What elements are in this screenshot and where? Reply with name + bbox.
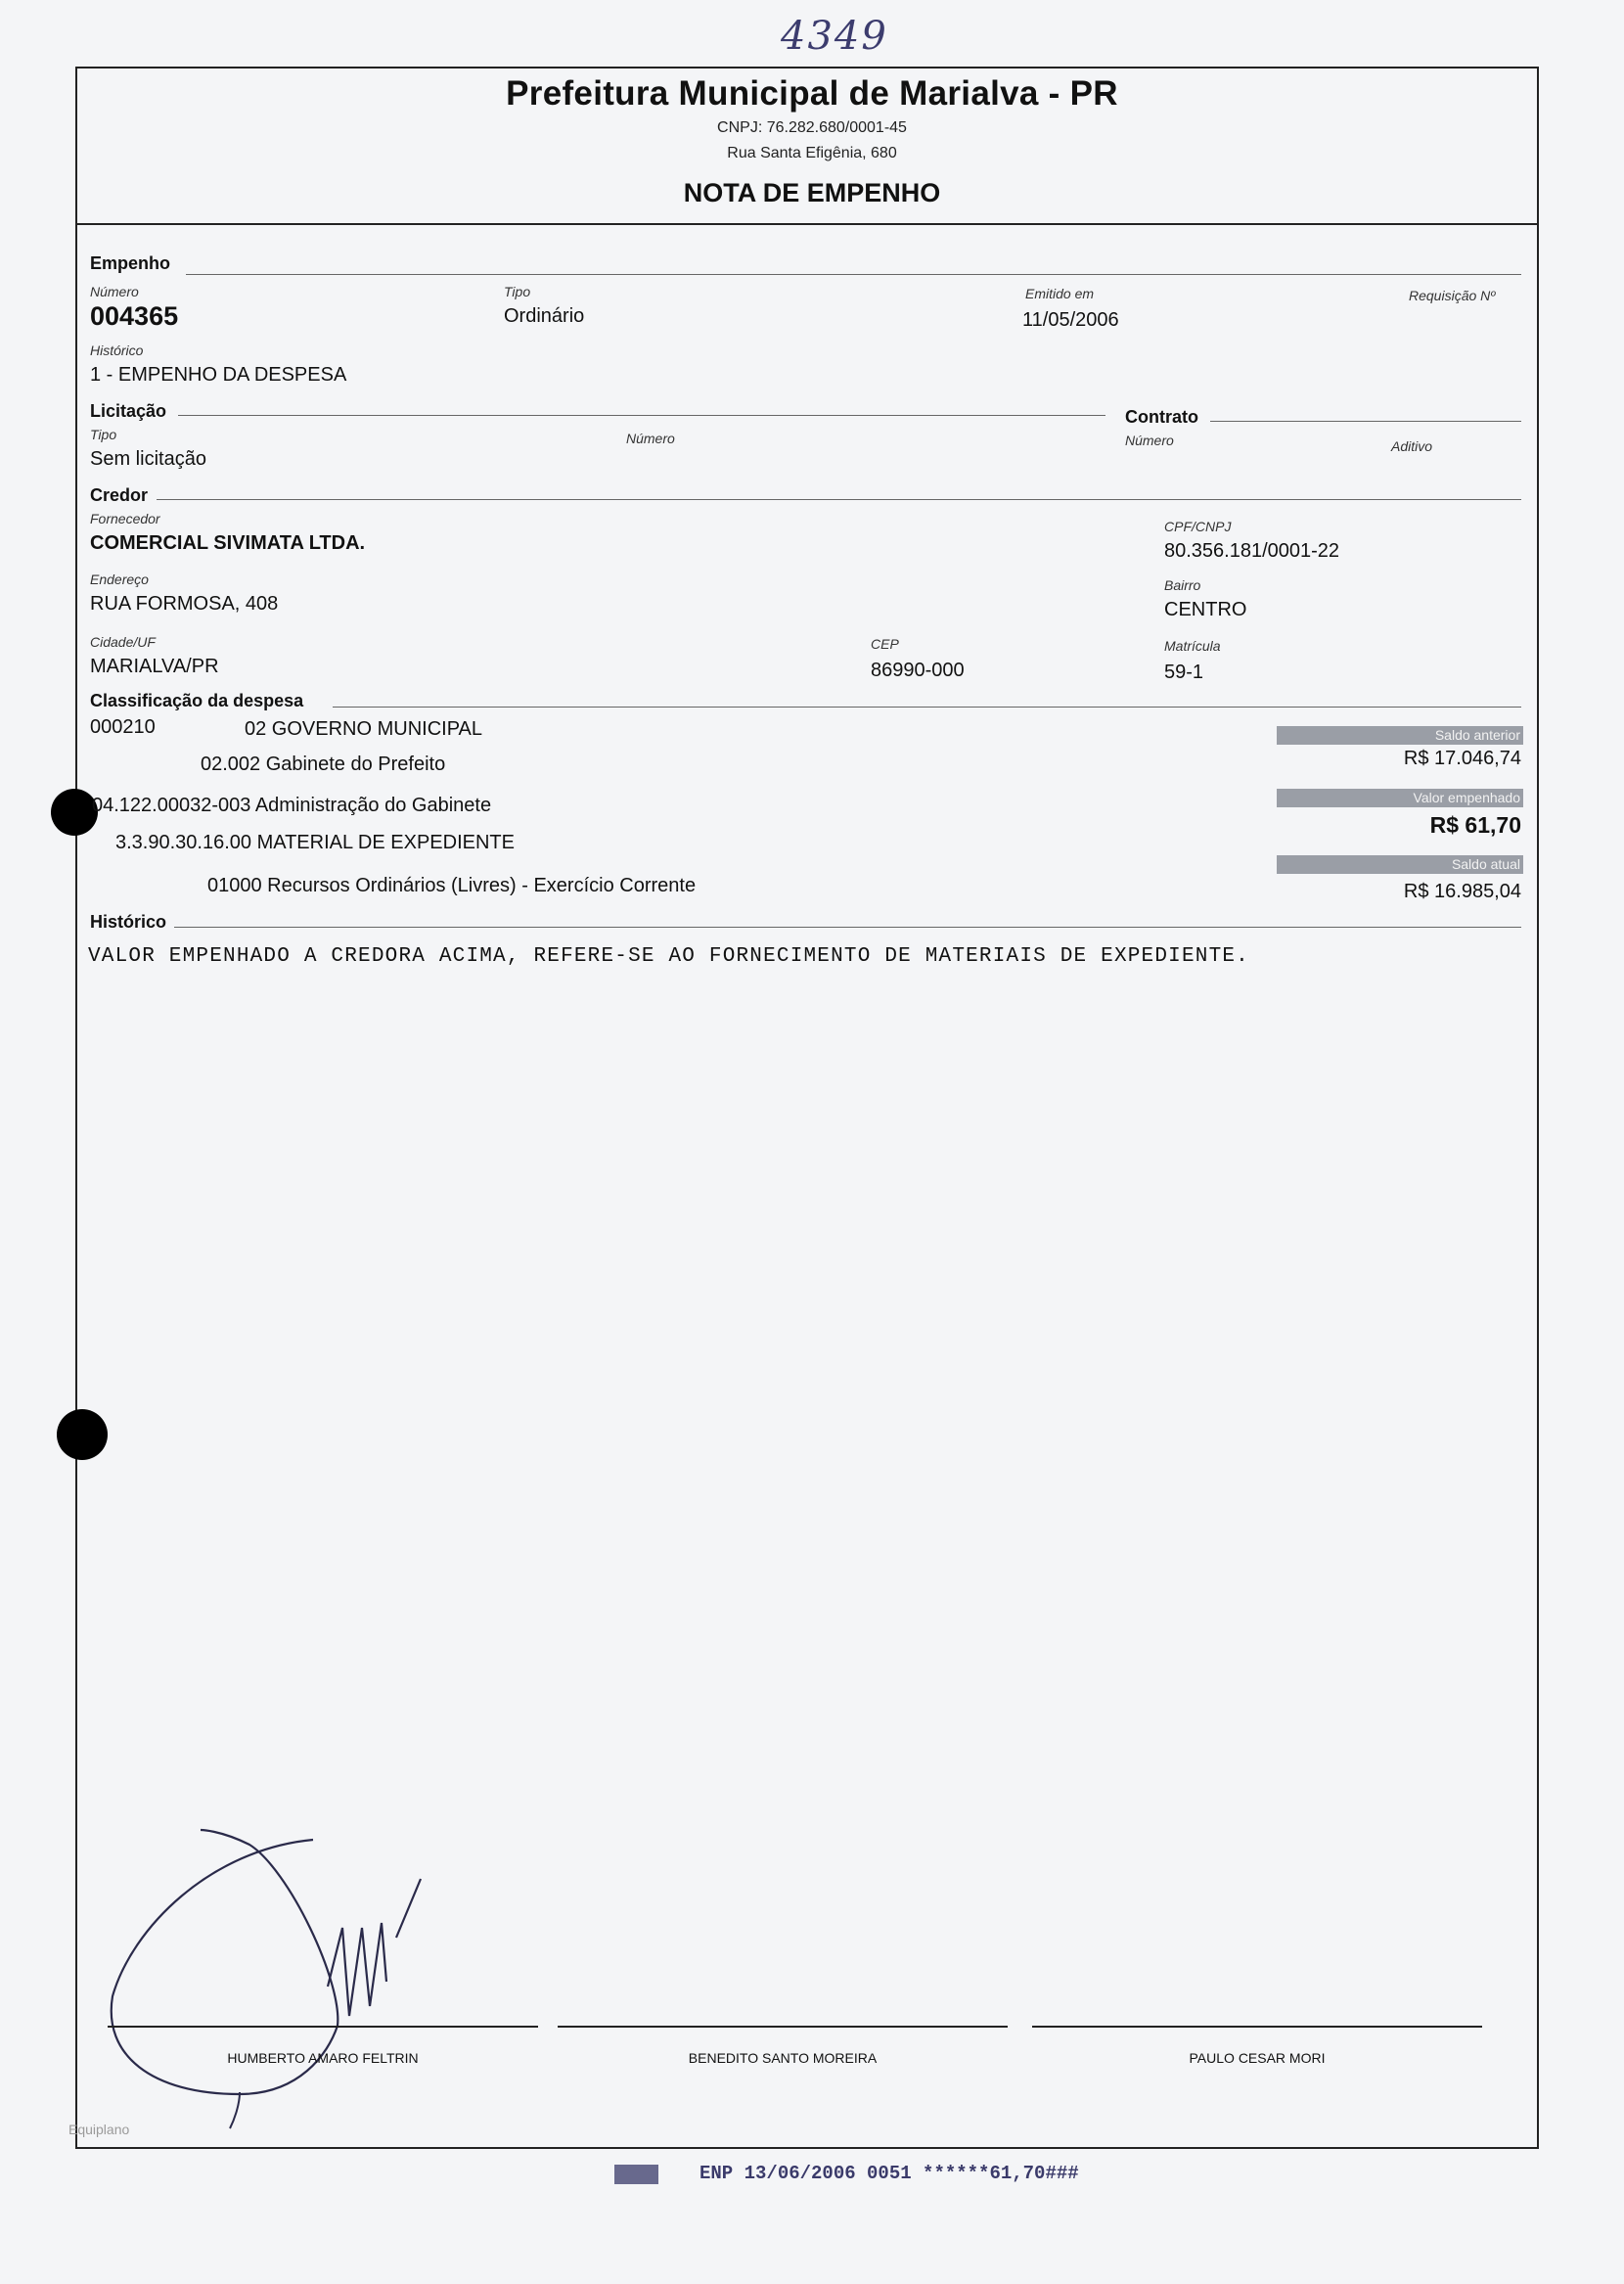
fornecedor-endereco: RUA FORMOSA, 408: [90, 593, 279, 615]
historico-text: VALOR EMPENHADO A CREDORA ACIMA, REFERE-SE AO FORNECIMENTO DE MATERIAIS DE EXPEDIENTE.: [88, 945, 1249, 968]
handwritten-page-number: 4349: [781, 14, 888, 59]
signature-line-1: [108, 2026, 538, 2028]
receipt-stamp: ENP 13/06/2006 0051 ******61,70###: [699, 2163, 1079, 2184]
signer-3: PAULO CESAR MORI: [1189, 2050, 1326, 2066]
footer-brand: Equiplano: [68, 2122, 130, 2137]
classificacao-code: 000210: [90, 716, 156, 738]
licitacao-numero-label: Número: [626, 431, 675, 446]
section-credor: Credor: [90, 485, 149, 505]
section-rule: [186, 274, 1521, 275]
classificacao-orgao: 02 GOVERNO MUNICIPAL: [245, 718, 483, 740]
signer-1: HUMBERTO AMARO FELTRIN: [227, 2050, 419, 2066]
requisicao-label: Requisição Nº: [1409, 288, 1496, 303]
valor-empenhado-label: Valor empenhado: [1277, 789, 1523, 807]
licitacao-tipo: Sem licitação: [90, 448, 206, 470]
binder-hole-top: [51, 789, 98, 836]
section-rule: [333, 707, 1521, 708]
empenho-historico: 1 - EMPENHO DA DESPESA: [90, 364, 347, 386]
empenho-numero-label: Número: [90, 284, 139, 299]
section-rule: [178, 415, 1105, 416]
stamp-mark: [614, 2165, 658, 2184]
fornecedor-cidade: MARIALVA/PR: [90, 656, 219, 677]
bairro-label: Bairro: [1164, 577, 1201, 593]
cidade-label: Cidade/UF: [90, 634, 156, 650]
cnpj-label: CPF/CNPJ: [1164, 519, 1232, 534]
saldo-anterior-value: R$ 17.046,74: [1403, 748, 1521, 769]
emitido-label: Emitido em: [1025, 286, 1095, 301]
empenho-numero: 004365: [90, 301, 179, 331]
contrato-aditivo-label: Aditivo: [1391, 438, 1433, 454]
header-divider: [75, 223, 1539, 225]
signature-scribble: [93, 1810, 504, 2133]
classificacao-unidade: 02.002 Gabinete do Prefeito: [201, 754, 446, 775]
cep-label: CEP: [871, 636, 899, 652]
municipality-title: Prefeitura Municipal de Marialva - PR: [506, 74, 1118, 113]
classificacao-recurso: 01000 Recursos Ordinários (Livres) - Exercício Corrente: [207, 875, 697, 896]
matricula-label: Matrícula: [1164, 638, 1221, 654]
empenho-tipo: Ordinário: [504, 305, 585, 327]
section-contrato: Contrato: [1125, 407, 1198, 427]
fornecedor-matricula: 59-1: [1164, 662, 1204, 683]
section-rule: [157, 499, 1521, 500]
classificacao-funcional: 04.122.00032-003 Administração do Gabinete: [92, 795, 492, 816]
saldo-atual-value: R$ 16.985,04: [1403, 881, 1521, 902]
empenho-historico-label: Histórico: [90, 343, 144, 358]
section-historico: Histórico: [90, 912, 167, 932]
valor-empenhado-value: R$ 61,70: [1429, 812, 1521, 838]
section-licitacao: Licitação: [90, 401, 167, 421]
header-cnpj: CNPJ: 76.282.680/0001-45: [717, 119, 907, 136]
header-address: Rua Santa Efigênia, 680: [727, 145, 897, 161]
empenho-tipo-label: Tipo: [504, 284, 531, 299]
section-empenho: Empenho: [90, 253, 171, 273]
document-title: NOTA DE EMPENHO: [683, 178, 941, 207]
saldo-atual-label: Saldo atual: [1277, 855, 1523, 874]
fornecedor-bairro: CENTRO: [1164, 599, 1247, 620]
contrato-numero-label: Número: [1125, 433, 1174, 448]
fornecedor-label: Fornecedor: [90, 511, 160, 526]
fornecedor-cnpj: 80.356.181/0001-22: [1164, 540, 1340, 562]
fornecedor-name: COMERCIAL SIVIMATA LTDA.: [90, 532, 366, 554]
fornecedor-cep: 86990-000: [871, 660, 965, 681]
signature-line-3: [1032, 2026, 1482, 2028]
signer-2: BENEDITO SANTO MOREIRA: [688, 2050, 878, 2066]
section-rule: [174, 927, 1521, 928]
signature-line-2: [558, 2026, 1008, 2028]
section-classificacao: Classificação da despesa: [90, 691, 304, 710]
endereco-label: Endereço: [90, 571, 149, 587]
classificacao-elemento: 3.3.90.30.16.00 MATERIAL DE EXPEDIENTE: [115, 832, 515, 853]
binder-hole-bottom: [57, 1409, 108, 1460]
saldo-anterior-label: Saldo anterior: [1277, 726, 1523, 745]
emitido-date: 11/05/2006: [1022, 309, 1119, 331]
section-rule: [1210, 421, 1521, 422]
licitacao-tipo-label: Tipo: [90, 427, 117, 442]
